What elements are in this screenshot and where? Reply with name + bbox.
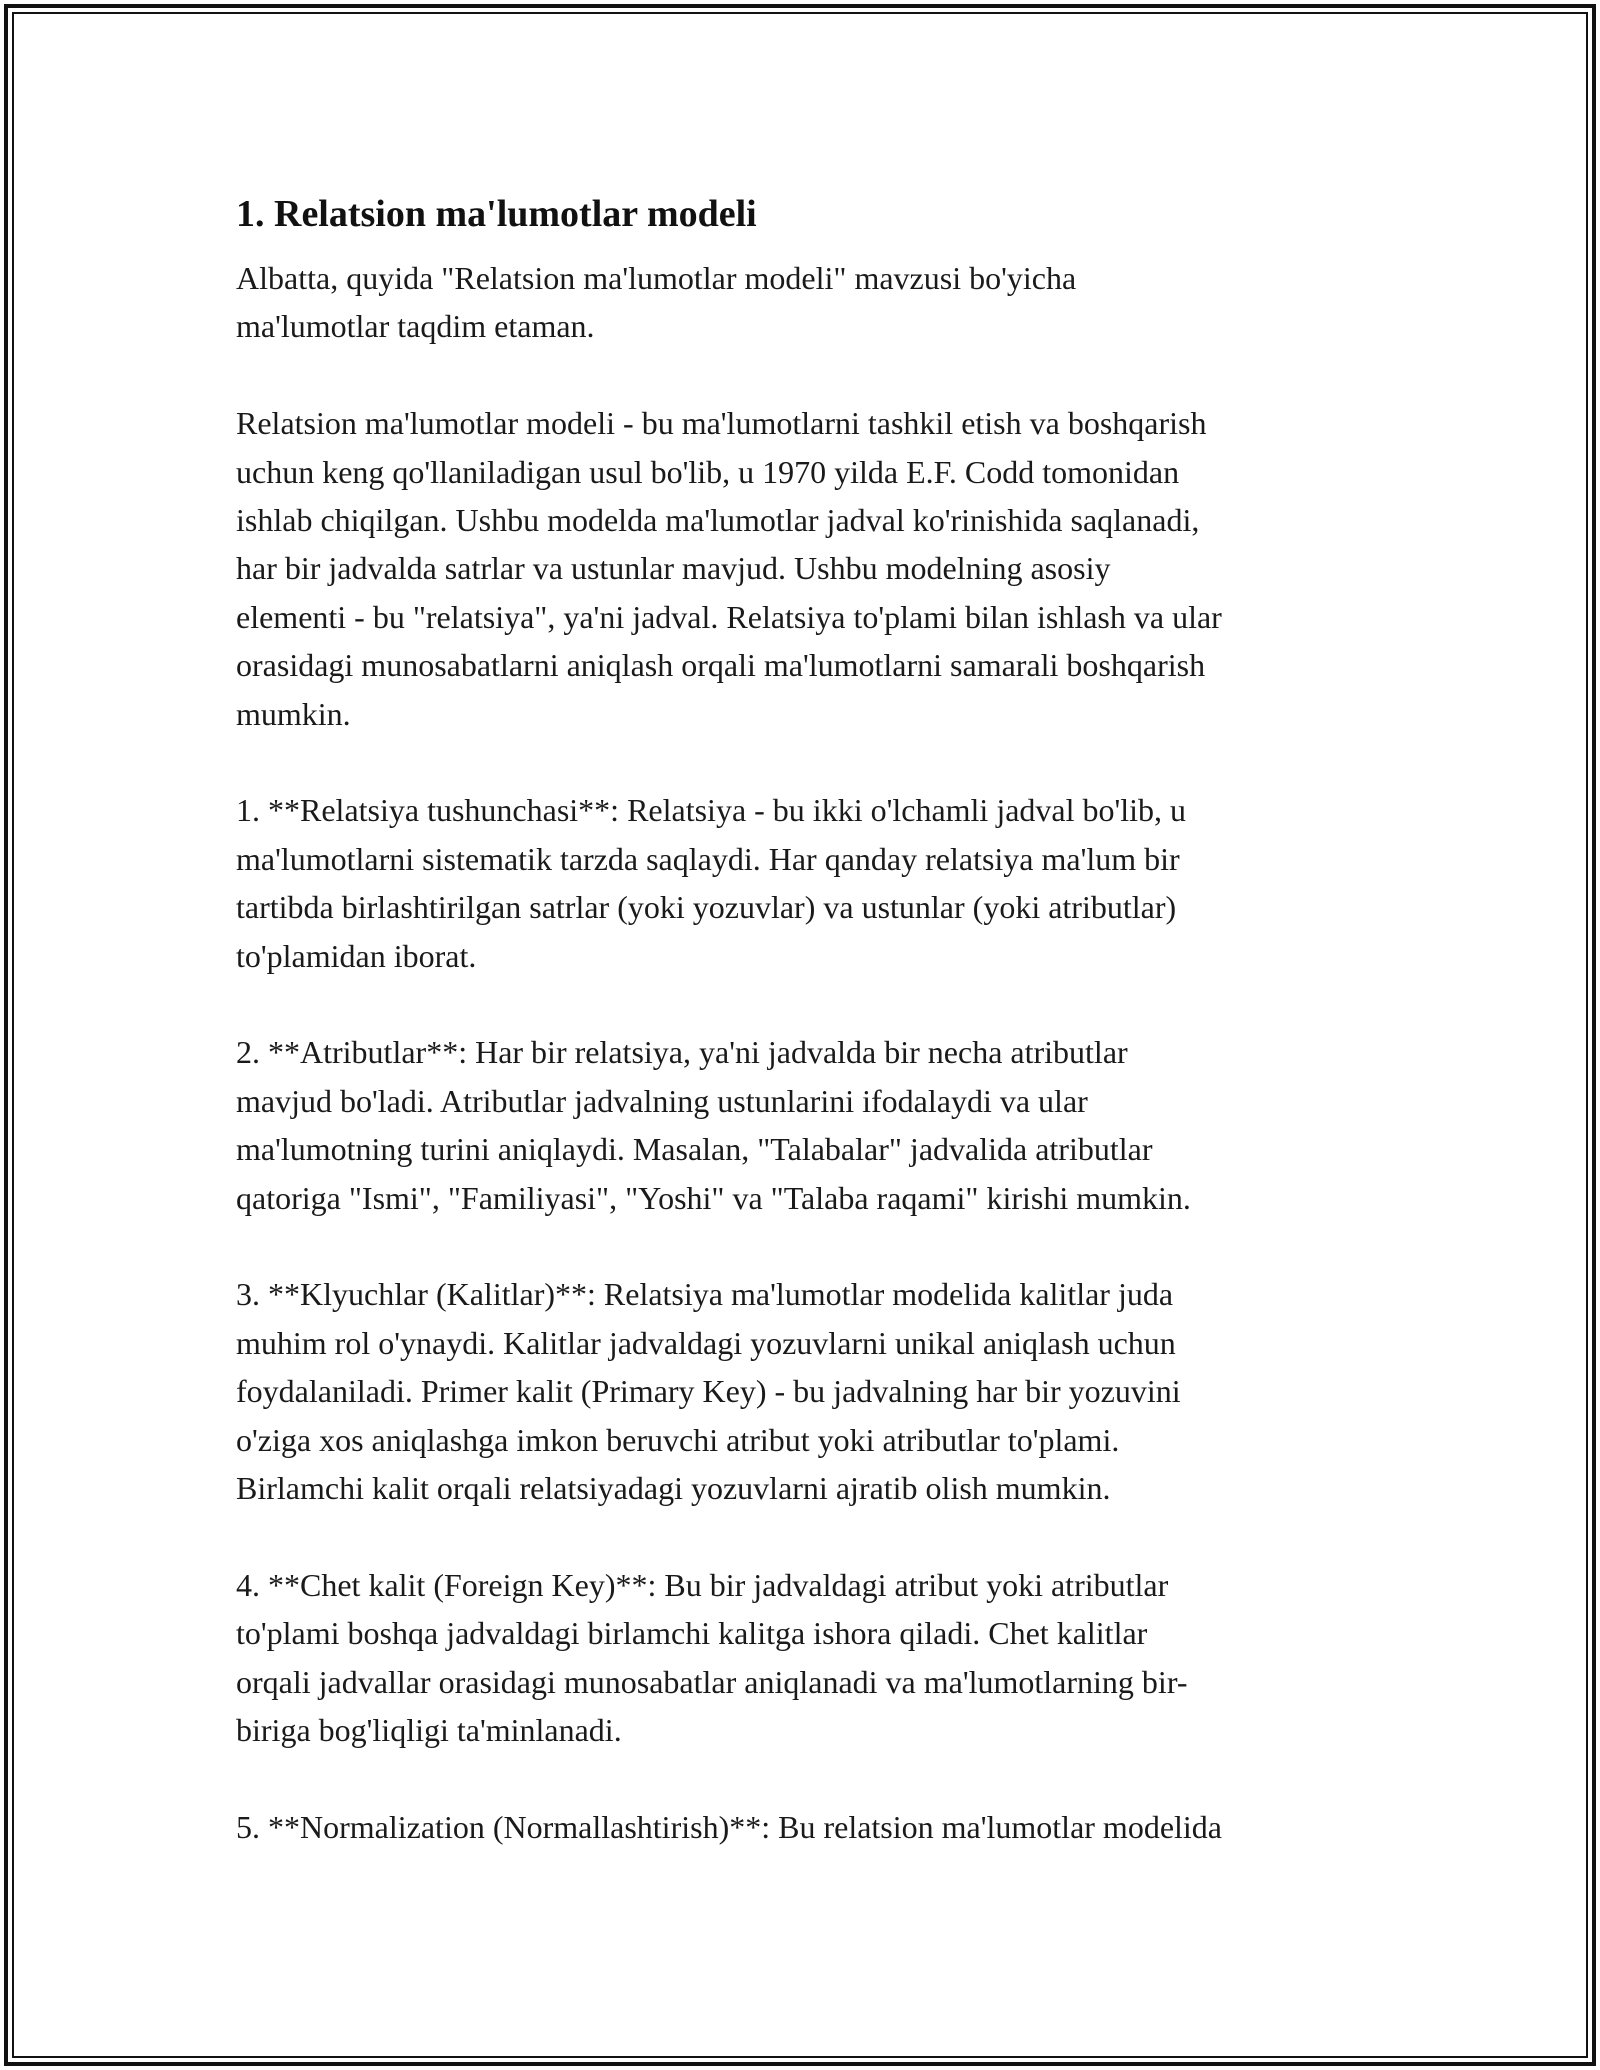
text-line: orasidagi munosabatlarni aniqlash orqali ma'lumotlarni samarali boshqarish — [236, 647, 1206, 684]
text-line: Relatsion ma'lumotlar modeli - bu ma'lumotlarni tashkil etish va boshqarish — [236, 405, 1207, 442]
text-line: muhim rol o'ynaydi. Kalitlar jadvaldagi yozuvlarni unikal aniqlash uchun — [236, 1324, 1176, 1361]
text-line: biriga bog'liqligi ta'minlanadi. — [236, 1712, 622, 1749]
text-line: ma'lumotlar taqdim etaman. — [236, 308, 595, 345]
text-line: orqali jadvallar orasidagi munosabatlar aniqlanadi va ma'lumotlarning bir- — [236, 1663, 1188, 1700]
text-line: 5. **Normalization (Normallashtirish)**: Bu relatsion ma'lumotlar modelida — [236, 1808, 1222, 1845]
paragraph-normalization — [236, 1803, 1376, 1851]
text-line: mavjud bo'ladi. Atributlar jadvalning ustunlarini ifodalaydi va ular — [236, 1082, 1088, 1119]
paragraph-atributlar — [236, 1028, 1376, 1222]
paragraph-overview — [236, 399, 1376, 738]
text-line: elementi - bu "relatsiya", ya'ni jadval. Relatsiya to'plami bilan ishlash va ular — [236, 598, 1222, 635]
paragraph-klyuchlar — [236, 1270, 1376, 1512]
paragraph-relatsiya — [236, 786, 1376, 980]
text-line: 1. **Relatsiya tushunchasi**: Relatsiya - bu ikki o'lchamli jadval bo'lib, u — [236, 792, 1187, 829]
text-line: 2. **Atributlar**: Har bir relatsiya, ya'ni jadvalda bir necha atributlar — [236, 1034, 1128, 1071]
document-title: 1. Relatsion ma'lumotlar modeli — [236, 193, 757, 235]
text-line: ishlab chiqilgan. Ushbu modelda ma'lumotlar jadval ko'rinishida saqlanadi, — [236, 502, 1200, 539]
text-line: foydalaniladi. Primer kalit (Primary Key) - bu jadvalning har bir yozuvini — [236, 1373, 1181, 1410]
text-line: tartibda birlashtirilgan satrlar (yoki yozuvlar) va ustunlar (yoki atributlar) — [236, 889, 1177, 926]
text-line: to'plamidan iborat. — [236, 937, 477, 974]
document-content — [236, 186, 1376, 1851]
text-line: har bir jadvalda satrlar va ustunlar mavjud. Ushbu modelning asosiy — [236, 550, 1111, 587]
text-line: o'ziga xos aniqlashga imkon beruvchi atribut yoki atributlar to'plami. — [236, 1421, 1120, 1458]
text-line: 4. **Chet kalit (Foreign Key)**: Bu bir jadvaldagi atribut yoki atributlar — [236, 1566, 1169, 1603]
text-line: ma'lumotlarni sistematik tarzda saqlaydi. Har qanday relatsiya ma'lum bir — [236, 840, 1180, 877]
text-line: mumkin. — [236, 695, 351, 732]
text-line: 3. **Klyuchlar (Kalitlar)**: Relatsiya ma'lumotlar modelida kalitlar juda — [236, 1276, 1174, 1313]
text-line: ma'lumotning turini aniqlaydi. Masalan, "Talabalar" jadvalida atributlar — [236, 1131, 1153, 1168]
paragraph-intro — [236, 254, 1376, 351]
text-line: uchun keng qo'llaniladigan usul bo'lib, u 1970 yilda E.F. Codd tomonidan — [236, 453, 1180, 490]
paragraph-chet-kalit — [236, 1561, 1376, 1755]
text-line: Birlamchi kalit orqali relatsiyadagi yozuvlarni ajratib olish mumkin. — [236, 1470, 1111, 1507]
text-line: qatoriga "Ismi", "Familiyasi", "Yoshi" va "Talaba raqami" kirishi mumkin. — [236, 1179, 1191, 1216]
text-line: Albatta, quyida "Relatsion ma'lumotlar modeli" mavzusi bo'yicha — [236, 260, 1077, 296]
text-line: to'plami boshqa jadvaldagi birlamchi kalitga ishora qiladi. Chet kalitlar — [236, 1615, 1148, 1652]
